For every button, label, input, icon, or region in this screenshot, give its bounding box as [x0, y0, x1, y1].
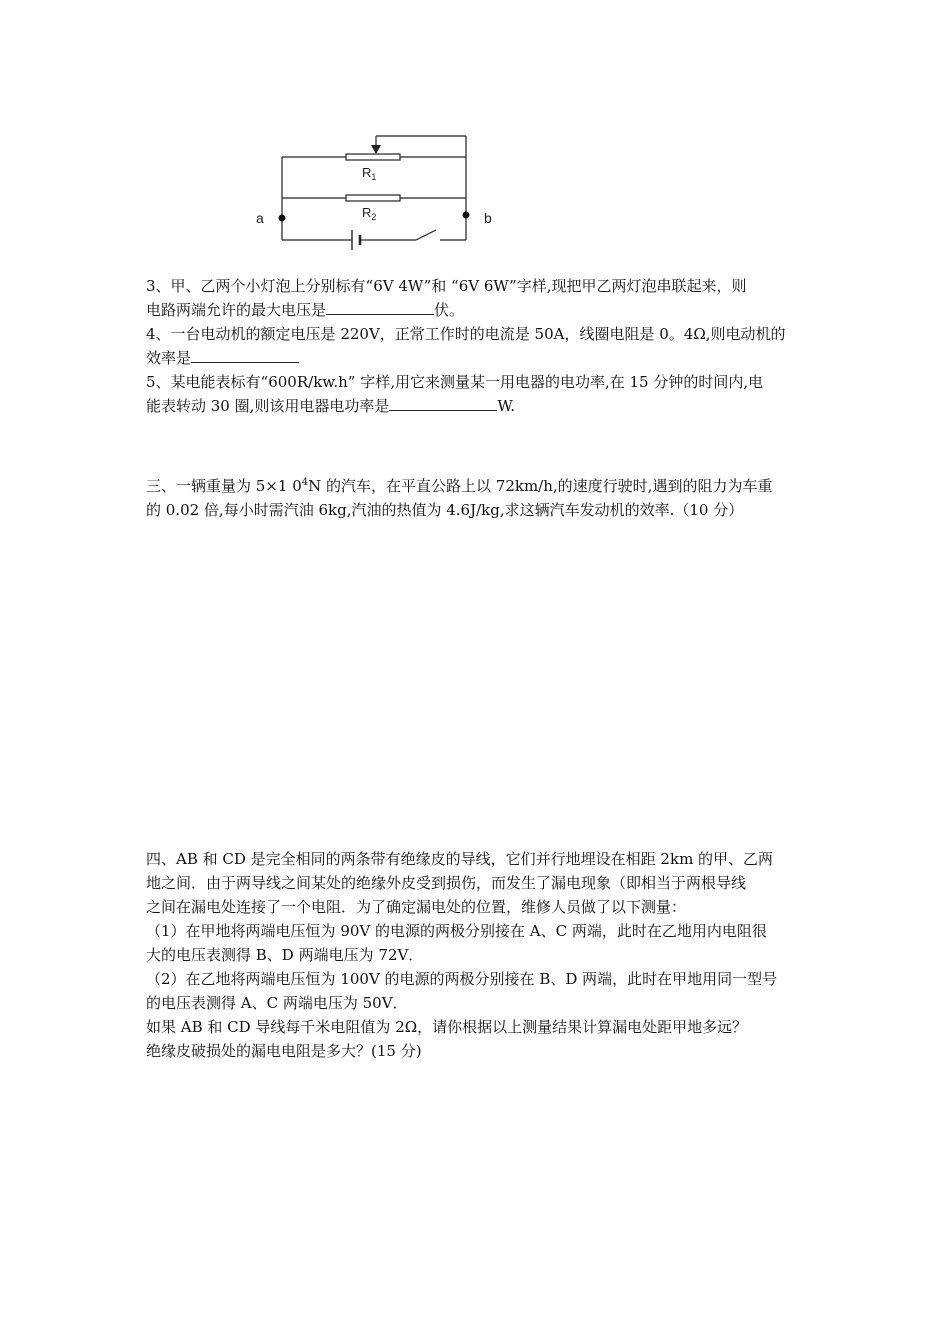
section-3-problem	[146, 474, 810, 522]
circuit-diagram	[240, 126, 520, 254]
answer-blank-4[interactable]	[191, 346, 299, 363]
label-a: a	[256, 210, 264, 226]
question-4-line-1: 4、一台电动机的额定电压是 220V，正常工作时的电流是 50A，线圈电阻是 0。4Ω,则电动机的	[146, 325, 786, 343]
r2-label: $R_2$	[362, 205, 377, 222]
section-4-line: 绝缘皮破损处的漏电电阻是多大？(15 分)	[146, 1042, 422, 1060]
section-4-line: （2）在乙地将两端电压恒为 100V 的电源的两极分别接在 B、D 两端，此时在甲地用同一型号	[146, 970, 778, 988]
section-4-line: 大的电压表测得 B、D 两端电压为 72V．	[146, 946, 424, 964]
section-4-problem	[146, 847, 810, 1063]
section-4-line: 四、AB 和 CD 是完全相同的两条带有绝缘皮的导线，它们并行地埋设在相距 2km 的甲、乙两	[146, 850, 774, 868]
section-4-line: 地之间．由于两导线之间某处的绝缘外皮受到损伤，而发生了漏电现象（即相当于两根导线	[146, 874, 747, 892]
terminal-a	[279, 215, 286, 222]
r1-resistor	[346, 154, 400, 160]
section-4-line: 的电压表测得 A、C 两端电压为 50V．	[146, 994, 408, 1012]
label-b: b	[484, 210, 492, 226]
question-3-line-2: 电路两端允许的最大电压是 伏。	[146, 298, 810, 322]
question-5-line-1: 5、某电能表标有“600R/kw.h” 字样,用它来测量某一用电器的电功率,在 15 分钟的时间内,电	[146, 373, 764, 391]
question-4-line-2: 效率是	[146, 346, 810, 370]
section-3-line-1: 三、一辆重量为 5×1 $0^4N$ 的汽车，在平直公路上以 72km/h,的速度行驶时,遇到的阻力为车重	[146, 477, 773, 495]
terminal-b	[463, 212, 470, 219]
question-5-line-2: 能表转动 30 圈,则该用电器电功率是 W.	[146, 394, 810, 418]
answer-blank-5[interactable]	[389, 394, 497, 411]
switch-lever	[416, 230, 436, 240]
r2-resistor	[346, 195, 400, 201]
answer-blank-3[interactable]	[326, 298, 434, 315]
r1-label: $R_1$	[362, 165, 377, 182]
question-3-line-1: 3、甲、乙两个小灯泡上分别标有“6V 4W”和 “6V 6W”字样,现把甲乙两灯泡串联起来，则	[146, 277, 747, 295]
section-4-line: 之间在漏电处连接了一个电阻．为了确定漏电处的位置，维修人员做了以下测量：	[146, 898, 687, 916]
section-3-line-2: 的 0.02 倍,每小时需汽油 6kg,汽油的热值为 4.6J/kg,求这辆汽车发动机的效率.（10 分）	[146, 501, 744, 519]
section-4-line: 如果 AB 和 CD 导线每千米电阻值为 2Ω，请你根据以上测量结果计算漏电处距甲地多远？	[146, 1018, 748, 1036]
section-4-line: （1）在甲地将两端电压恒为 90V 的电源的两极分别接在 A、C 两端，此时在乙地用内电阻很	[146, 922, 767, 940]
slider-arrow	[371, 145, 381, 154]
fill-in-questions	[146, 274, 810, 418]
